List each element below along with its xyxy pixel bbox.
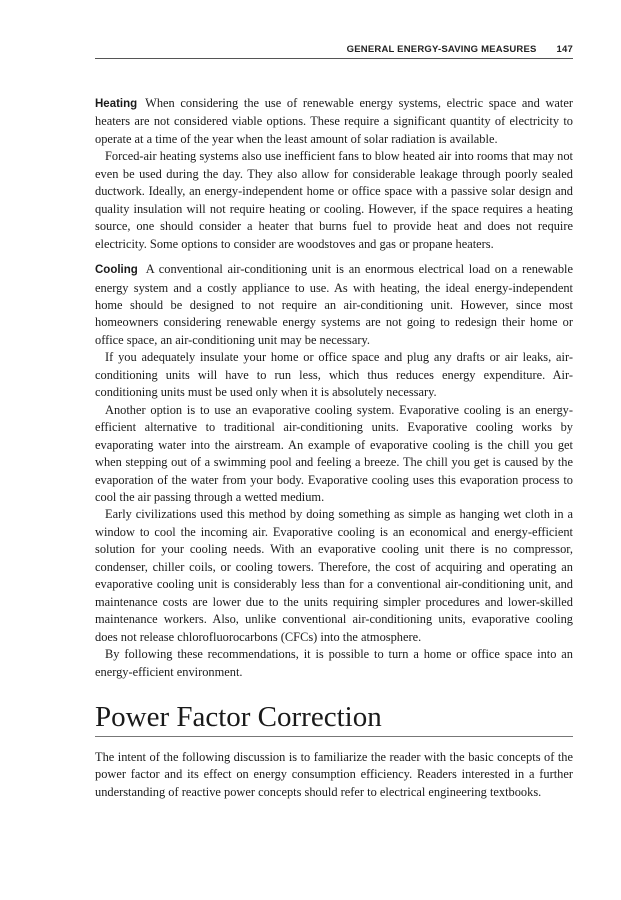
cooling-runin-heading: Cooling — [95, 264, 138, 277]
cooling-paragraph-1 — [95, 261, 573, 349]
cooling-paragraph-4: Early civilizations used this method by doing something as simple as hanging wet cloth in a window to cool the incoming air. Evaporative cooling is an economical and energy-efficient solution for your cooling needs. With an evaporative cooling unit there is no compressor, condenser, chiller coils, or cooling towers. Therefore, the cost of acquiring and operating an evaporative cooling unit is considerably less than for a conventional air-conditioning unit, and maintenance costs are lower due to the units requiring simpler procedures and lower-skilled maintenance workers. Also, unlike conventional air-conditioning units, evaporative cooling does not release chlorofluorocarbons (CFCs) into the atmosphere. — [95, 507, 573, 644]
heating-paragraph-2: Forced-air heating systems also use inefficient fans to blow heated air into rooms that may not even be used during the day. They also allow for considerable leakage through poorly sealed ductwork. Ideally, an energy-independent home or office space with a passive solar design and quality insulation will not require heating or cooling. However, if the space requires a heating source, one should consider a heater that burns fuel to provide heat and does not require electricity. Some options to consider are woodstoves and gas or propane heaters. — [95, 149, 573, 251]
heating-runin-heading: Heating — [95, 98, 138, 110]
cooling-paragraph-1-text: A conventional air-conditioning unit is an enormous electrical load on a renewable energy system and a costly appliance to use. As with heating, the ideal energy-independent home should be designed to not require an air-conditioning unit. However, since most homeowners considering renewable energy systems are not going to redesign their home or office space, an air-conditioning unit may be necessary. — [95, 262, 573, 347]
heating-paragraph-1 — [95, 95, 573, 148]
cooling-paragraph-3: Another option is to use an evaporative cooling system. Evaporative cooling is an energy-efficient alternative to traditional air-conditioning units. Evaporative cooling works by evaporating water into the airstream. An example of evaporative cooling is the chill you get when stepping out of a swimming pool and feeling a breeze. The chill you get is caused by the evaporation of the water from your body. Evaporative cooling uses this evaporation process to cool the air passing through a wetted medium. — [95, 402, 573, 504]
power-factor-paragraph-1: The intent of the following discussion is to familiarize the reader with the basic concepts of the power factor and its effect on energy consumption efficiency. Readers interested in a further understanding of reactive power concepts should refer to electrical engineering textbooks. — [95, 749, 573, 799]
cooling-paragraph-2: If you adequately insulate your home or office space and plug any drafts or air leaks, air-conditioning units will have to run less, which thus reduces energy expenditure. Air-conditioning units must be used only when it is absolutely necessary. — [95, 350, 573, 400]
page-number: 147 — [556, 44, 573, 55]
section-heading-power-factor: Power Factor Correction — [95, 700, 573, 737]
heating-paragraph-1-text: When considering the use of renewable energy systems, electric space and water heaters are not considered viable options. These require a significant quantity of electricity to operate at a time of the year when the least amount of solar radiation is available. — [95, 96, 573, 146]
running-head — [95, 44, 573, 59]
running-head-title: GENERAL ENERGY-SAVING MEASURES — [346, 44, 537, 55]
cooling-paragraph-5: By following these recommendations, it is possible to turn a home or office space into an energy-efficient environment. — [95, 647, 573, 679]
body-text — [95, 95, 573, 801]
